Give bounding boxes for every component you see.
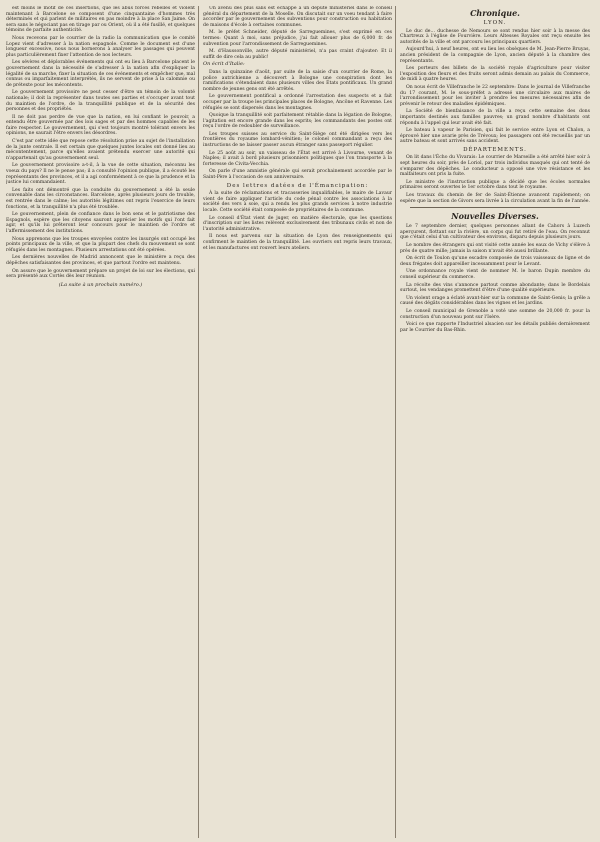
- article-paragraph: est moins le motif de ces insertions, que les abus forcés rebelles et violent maintenant à Barcelone se composent d'une cinquantaine d'hommes très déterminés et qui parlent de militaires en pas moindre à la place San Jaime. On sera sans le négociant pas en tirage par ou Orient, où il a été fusillé, et quelques témoins de parfaite authenticité.: [6, 6, 195, 34]
- nouvelles-news: [400, 224, 590, 333]
- article-paragraph: Il ne doit pas perdre de vue que la nation, en lui confiant le pouvoir, a entendu être gouvernée par des lois sages et par des hommes capables de les faire respecter. Le gouvernement, qui s'est toujours montré tolérant envers les opinions, ne saurait l'être envers les désordres.: [6, 114, 195, 137]
- column-left-body: [6, 6, 195, 280]
- article-paragraph: Aujourd'hui, à neuf heures, ont eu lieu les obsèques de M. Jean-Pierre Bruyas, ancien président de la compagnie de Lyon, ancien député à la chambre des représentants.: [400, 47, 590, 64]
- article-paragraph: Le gouvernement pontifical a ordonné l'arrestation des suspects et a fait occuper par la troupe les principales places de Bologne, Ancône et Ravenne. Les réfugiés se sont dispersés dans les montagnes.: [203, 94, 392, 111]
- column-middle-body: [203, 6, 392, 60]
- article-paragraph: Nous recevons par le courrier de la radio la communication que le comité Lopez vient d'adresser à la nation espagnole. Comme le document est d'une longueur excessive, nous nous bornerons à analyser les passages qui peuvent plus particulièrement fixer l'attention de nos lecteurs.: [6, 35, 195, 58]
- lyon-news: [400, 29, 590, 145]
- subhead-departements: DÉPARTEMENTS.: [463, 146, 527, 153]
- section-title-chronique: Chronique.: [470, 8, 520, 18]
- article-paragraph: Le duc de... duchesse de Nemours se sont rendus hier soir à la messe des Chartreux à l'église de Fourvière. Leurs Altesses Royales ont reçu ensuite les autorités de la ville et ont parcouru les principaux quartiers.: [400, 28, 590, 45]
- article-paragraph: Le gouvernement provisoire ne peut cesser d'être un témoin de la volonté nationale; il doit la représenter dans toutes ses parties et s'occuper avant tout du maintien de l'ordre, de la tranquillité publique et de la sécurité des personnes et des propriétés.: [6, 90, 195, 113]
- article-paragraph: On assure que le gouvernement prépare un projet de loi sur les élections, qui sera présenté aux Cortès dès leur réunion.: [6, 268, 195, 280]
- article-paragraph: M. d'Haussonville, autre député ministériel, n'a pas craint d'ajouter: Et il suffit de dire cela au public!: [203, 49, 392, 60]
- departements-news: [400, 155, 590, 204]
- article-paragraph: On parle d'une amnistie générale qui serait prochainement accordée par le Saint-Père à l'occasion de son anniversaire.: [203, 169, 392, 181]
- article-paragraph: Une ordonnance royale vient de nommer M. le baron Dupin membre du conseil supérieur du commerce.: [400, 269, 590, 280]
- article-paragraph: Le bateau à vapeur le Parisien, qui fait le service entre Lyon et Chalon, a éprouvé hier une avarie près de Trévoux; les passagers ont été recueillis par un autre bateau et sont arrivés sans accident.: [400, 128, 590, 145]
- article-paragraph: Les sévères et déplorables événements qui ont eu lieu à Barcelone placent le gouvernement dans la nécessité de s'adresser à la nation afin d'expliquer la légalité de sa marche, fixer la situation de ces événements et empêcher que, mal connus ou imparfaitement interprétés, ils ne servent de prise à la calomnie ou de prétexte pour les mécontents.: [6, 60, 195, 88]
- article-paragraph: Dans la quinzaine d'août, par suite de la saisie d'un courrier de Rome, la police autrichienne a découvert à Bologne une conspiration dont les ramifications s'étendaient dans plusieurs villes des États pontificaux. Un grand nombre de jeunes gens ont été arrêtés.: [203, 69, 392, 92]
- dateline-italy: On écrit d'Italie:: [203, 61, 245, 68]
- article-paragraph: C'est par cette idée que repose cette résolution prise au sujet de l'installation de la junte centrale. Il est certain que quelques juntes locales ont donné lieu au mécontentement, parce qu'elles avaient prétendu exercer une autorité qui n'appartenait qu'au gouvernement seul.: [6, 139, 195, 161]
- article-paragraph: Le 25 août au soir, un vaisseau de l'État est arrivé à Livourne, venant de Naples; il avait à bord plusieurs prisonniers politiques que l'on transporte à la forteresse de Civita-Vecchia.: [203, 150, 392, 167]
- column-left: [6, 6, 199, 838]
- article-paragraph: Le conseil d'État vient de juger, en matière électorale, que les questions d'inscription sur les listes relèvent exclusivement des tribunaux civils et non de l'autorité administrative.: [203, 215, 392, 232]
- article-paragraph: Le nombre des étrangers qui ont visité cette année les eaux de Vichy s'élève à près de quatre mille; jamais la saison n'avait été aussi brillante.: [400, 243, 590, 254]
- column-middle: [203, 6, 396, 838]
- article-paragraph: Le conseil municipal de Grenoble a voté une somme de 20,000 fr. pour la construction d'un nouveau pont sur l'Isère.: [400, 308, 590, 320]
- article-paragraph: La Société de bienfaisance de la ville a reçu cette semaine des dons importants destinés aux familles pauvres; un grand nombre d'habitants ont répondu à l'appel qui leur avait été fait.: [400, 109, 590, 126]
- article-paragraph: Un avenu des plus salis est échappé à un député ministériel dans le conseil général du département de la Moselle. On discutait sur un voeu tendant à faire accorder par le gouvernement des subventions pour construction ou habitation de maisons d'école à certaines communes.: [203, 6, 392, 28]
- article-paragraph: Les troupes suisses au service du Saint-Siège ont été dirigées vers les frontières du royaume lombard-vénitien; le colonel commandant a reçu des instructions de ne laisser passer aucun étranger sans passeport régulier.: [203, 131, 392, 149]
- continued-note: (La suite à un prochain numéro.): [58, 281, 143, 288]
- article-paragraph: Un violent orage a éclaté avant-hier sur la commune de Saint-Genis; la grêle a causé des dégâts considérables dans les vignes et les jardins.: [400, 295, 590, 307]
- article-paragraph: Les faits ont démontré que la conduite du gouvernement a été la seule convenable dans les circonstances. Barcelone, après plusieurs jours de trouble, est rentrée dans le calme; les autorités légitimes ont repris l'exercice de leurs fonctions, et la tranquillité n'a plus été troublée.: [6, 187, 195, 210]
- subhead-emancipation: Des lettres datées de l'Émancipation:: [226, 182, 369, 189]
- article-paragraph: Le 7 septembre dernier, quelques personnes allant de Cahors à Luzech aperçurent, flottant sur la rivière, un corps qui fut retiré de l'eau. On reconnut que c'était celui d'un cultivateur des environs, disparu depuis plusieurs jours.: [400, 224, 590, 241]
- section-divider: [410, 207, 580, 208]
- article-paragraph: M. le préfet Schneider, député de Sarreguemines, s'est exprimé en ces termes: Quant à moi, sans préjudice, j'ai fait allouer plus de 6,000 fr. de subvention pour l'arrondissement de Sarreguemines.: [203, 30, 392, 47]
- column-middle-body-3: [203, 191, 392, 251]
- subhead-lyon: LYON.: [483, 20, 507, 26]
- article-paragraph: On lit dans l'Écho du Vivarais: Le courrier de Marseille a été arrêté hier soir à sept heures du soir, près de Loriol, par trois individus masqués qui ont tenté de s'emparer des dépêches. Le conducteur a opposé une vive résistance et les malfaiteurs ont pris la fuite.: [400, 155, 590, 178]
- article-paragraph: On écrit de Toulon qu'une escadre composée de trois vaisseaux de ligne et de deux frégates doit appareiller incessamment pour le Levant.: [400, 256, 590, 267]
- article-paragraph: Les porteurs des billets de la société royale d'agriculture pour visiter l'exposition des fleurs et des fruits seront admis demain au palais du Commerce, de midi à quatre heures.: [400, 66, 590, 83]
- column-right: [400, 6, 593, 838]
- article-paragraph: Il nous est parvenu sur la situation de Lyon des renseignements qui confirment le maintien de la tranquillité. Les ouvriers ont repris leurs travaux, et les manufactures ont rouvert leurs ateliers.: [203, 234, 392, 251]
- article-paragraph: Nous apprenons que les troupes envoyées contre les insurgés ont occupé les points principaux de la ville, et que la plupart des chefs du mouvement se sont réfugiés dans les montagnes. Plusieurs arrestations ont été opérées.: [6, 236, 195, 253]
- article-paragraph: On nous écrit de Villefranche le 22 septembre: Dans le journal de Villefranche du 17 courant, M. le sous-préfet a adressé une circulaire aux maires de l'arrondissement pour les inviter à prendre les mesures nécessaires afin de prévenir le retour des maladies épidémiques.: [400, 84, 590, 107]
- article-paragraph: Le ministre de l'instruction publique a décidé que les écoles normales primaires seront ouvertes le 1er octobre dans tout le royaume.: [400, 179, 590, 191]
- article-paragraph: Les dernières nouvelles de Madrid annoncent que le ministère a reçu des dépêches satisfaisantes des provinces, et que partout l'ordre est maintenu.: [6, 255, 195, 266]
- column-middle-body-2: [203, 70, 392, 181]
- article-paragraph: Voici ce que rapporte l'Industriel alsacien sur les détails publiés dernièrement par le Courrier du Bas-Rhin.: [400, 322, 590, 333]
- article-paragraph: La récolte des vins s'annonce partout comme abondante; dans le Bordelais surtout, les vendanges promettent d'être d'une qualité supérieure.: [400, 282, 590, 294]
- article-paragraph: Les travaux du chemin de fer de Saint-Étienne avancent rapidement; on espère que la section de Givors sera livrée à la circulation avant la fin de l'année.: [400, 193, 590, 204]
- section-title-nouvelles: Nouvelles Diverses.: [451, 211, 539, 222]
- article-paragraph: Quoique la tranquillité soit parfaitement rétablie dans la légation de Bologne, l'agitation est encore grande dans les esprits; les commandants des postes ont reçu l'ordre de redoubler de surveillance.: [203, 113, 392, 130]
- article-paragraph: À la suite de réclamations et tracasseries inqualifiables, le maire de Lavaur vient de faire appliquer l'article du code pénal contre les associations à la société des vers à soie, qui a rendu les plus grands services à notre industrie locale. Cette société était composée de propriétaires de la commune.: [203, 191, 392, 213]
- article-paragraph: Le gouvernement, plein de confiance dans le bon sens et le patriotisme des Espagnols, espère que les citoyens sauront apprécier les motifs qui l'ont fait agir, et qu'ils lui prêteront leur concours pour le maintien de l'ordre et l'affermissement des institutions.: [6, 212, 195, 234]
- article-paragraph: Le gouvernement provisoire a-t-il, à la vue de cette situation, méconnu les voeux du pays? Il ne le pense pas; il a consulté l'opinion publique, il a écouté les représentants des provinces, et il a agi conformément à ce que la prudence et la justice lui commandaient.: [6, 163, 195, 186]
